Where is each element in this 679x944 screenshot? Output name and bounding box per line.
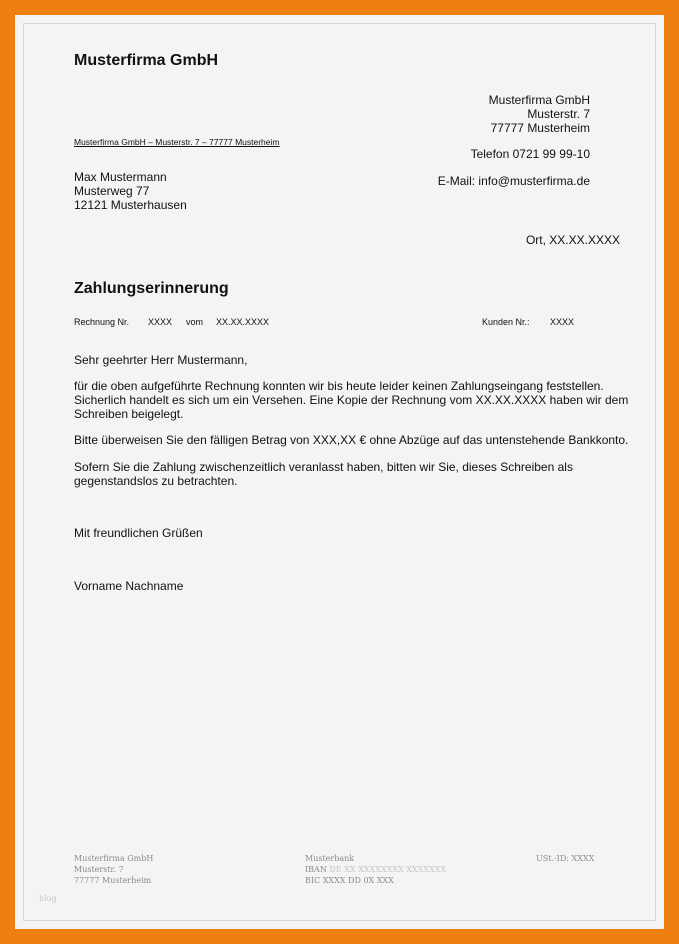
sender-address <box>489 93 590 135</box>
recipient-name: Max Mustermann <box>74 170 167 184</box>
footer-iban-label: IBAN <box>305 865 327 874</box>
footer-bic: BIC XXXX DD 0X XXX <box>305 876 394 885</box>
paragraph-3-line: gegenstandslos zu betrachten. <box>74 474 238 488</box>
footer-bank <box>305 853 446 886</box>
letter-subject: Zahlungserinnerung <box>74 280 229 297</box>
letter-page <box>15 15 664 929</box>
paragraph-3 <box>74 460 573 488</box>
customer-number-label: Kunden Nr.: <box>482 317 530 327</box>
company-title: Musterfirma GmbH <box>74 52 219 69</box>
paragraph-1 <box>74 379 628 421</box>
watermark: blog <box>39 894 57 903</box>
signature-name: Vorname Nachname <box>74 579 184 593</box>
customer-number-value: XXXX <box>550 317 575 327</box>
return-address-line: Musterfirma GmbH – Musterstr. 7 – 77777 Musterheim <box>74 137 280 147</box>
invoice-number-label: Rechnung Nr. <box>74 317 130 327</box>
sender-street: Musterstr. 7 <box>527 107 590 121</box>
paragraph-3-line: Sofern Sie die Zahlung zwischenzeitlich veranlasst haben, bitten wir Sie, dieses Schreiben als <box>74 460 573 474</box>
invoice-date-value: XX.XX.XXXX <box>216 317 270 327</box>
recipient-city: 12121 Musterhausen <box>74 198 187 212</box>
paragraph-1-line: für die oben aufgeführte Rechnung konnten wir bis heute leider keinen Zahlungseingang feststellen. <box>74 379 604 393</box>
invoice-number-value: XXXX <box>148 317 173 327</box>
closing: Mit freundlichen Grüßen <box>74 526 203 540</box>
sender-name: Musterfirma GmbH <box>488 93 590 107</box>
recipient-street: Musterweg 77 <box>74 184 150 198</box>
footer-company-street: Musterstr. 7 <box>74 865 124 874</box>
footer-vat-id: USt.-ID: XXXX <box>536 854 595 863</box>
recipient-address <box>74 170 187 212</box>
footer-company-name: Musterfirma GmbH <box>74 854 154 863</box>
paragraph-1-line: Schreiben beigelegt. <box>74 407 184 421</box>
footer-iban <box>305 864 446 875</box>
sender-phone: Telefon 0721 99 99-10 <box>470 147 590 161</box>
footer-company-city: 77777 Musterheim <box>74 876 152 885</box>
salutation: Sehr geehrter Herr Mustermann, <box>74 353 248 367</box>
letter-date: Ort, XX.XX.XXXX <box>525 233 620 247</box>
sender-email: E-Mail: info@musterfirma.de <box>437 174 590 188</box>
paragraph-1-line: Sicherlich handelt es sich um ein Versehen. Eine Kopie der Rechnung vom XX.XX.XXXX haben wir dem <box>74 393 629 407</box>
paragraph-2: Bitte überweisen Sie den fälligen Betrag von XXX,XX € ohne Abzüge auf das untenstehende Bankkonto. <box>74 433 629 447</box>
sender-city: 77777 Musterheim <box>490 121 590 135</box>
footer-iban-value: DE XX XXXXXXXX XXXXXXX <box>329 865 447 874</box>
invoice-date-label: vom <box>186 317 204 327</box>
footer-bank-name: Musterbank <box>305 854 355 863</box>
footer-company <box>74 853 153 886</box>
